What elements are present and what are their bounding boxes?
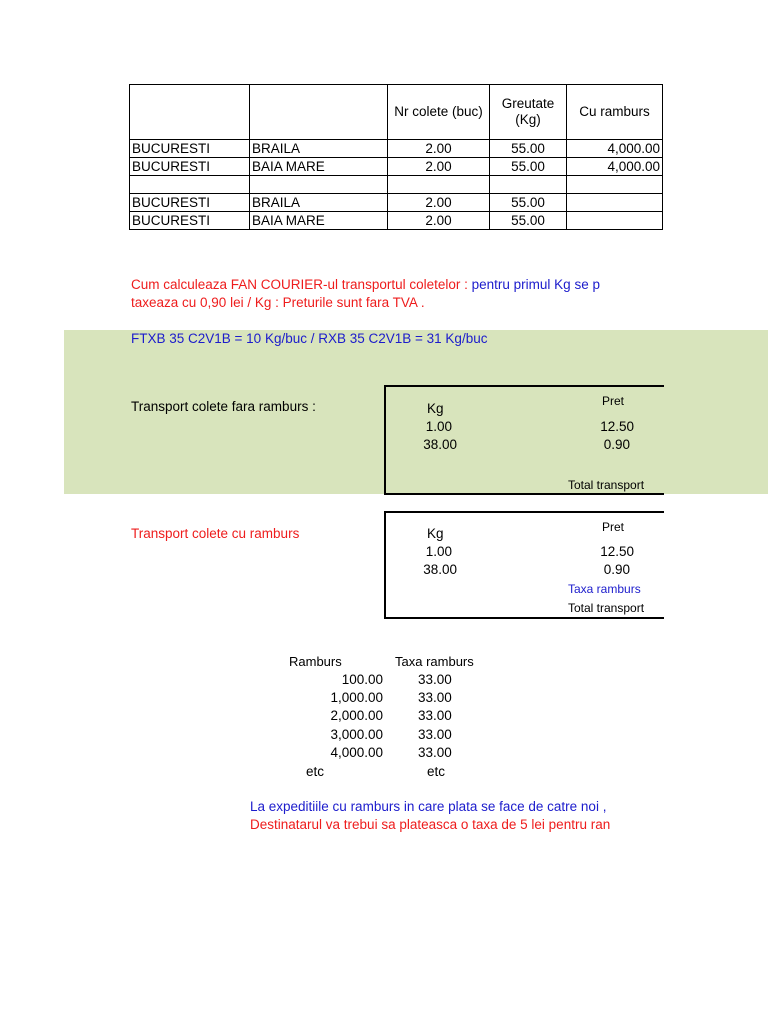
box1-kg-value: 1.00 — [425, 419, 452, 434]
ramburs-value: 3,000.00 — [330, 727, 383, 742]
cell-destination: BRAILA — [250, 140, 388, 158]
table-row — [130, 158, 663, 176]
header-nr-colete: Nr colete (buc) — [388, 85, 490, 140]
cell-destination: BAIA MARE — [250, 212, 388, 230]
table-row — [130, 140, 663, 158]
bottom-red-note: Destinatarul va trebui sa plateasca o taxa de 5 lei pentru ran — [250, 817, 611, 832]
box1-kg-value: 38.00 — [423, 437, 457, 452]
note-red-text: Cum calculeaza FAN COURIER-ul transportul coletelor : — [131, 277, 468, 292]
cell-greutate — [490, 176, 567, 194]
cell-greutate: 55.00 — [490, 212, 567, 230]
ramburs-value: 1,000.00 — [330, 690, 383, 705]
cell-destination — [250, 176, 388, 194]
taxa-value: 33.00 — [418, 690, 452, 705]
box2-pret-header: Pret — [602, 520, 625, 534]
cell-nr-colete: 2.00 — [388, 194, 490, 212]
cell-ramburs: 4,000.00 — [567, 158, 663, 176]
header-cu-ramburs: Cu ramburs — [567, 85, 663, 140]
taxa-value: 33.00 — [418, 672, 452, 687]
cell-greutate: 55.00 — [490, 140, 567, 158]
box2-taxa-label: Taxa ramburs — [568, 582, 641, 596]
table-header-row — [130, 85, 663, 140]
table-row — [130, 176, 663, 194]
fara-ramburs-label: Transport colete fara ramburs : — [131, 399, 316, 414]
header-cell — [130, 85, 250, 140]
calculation-note-line2: taxeaza cu 0,90 lei / Kg : Preturile sunt fara TVA . — [131, 295, 425, 310]
cell-destination: BAIA MARE — [250, 158, 388, 176]
box2-pret-value: 0.90 — [603, 562, 630, 577]
box2-kg-value: 38.00 — [423, 562, 457, 577]
calculation-note-line1 — [131, 277, 662, 292]
box1-kg-header: Kg — [427, 401, 444, 416]
cell-ramburs — [567, 212, 663, 230]
cell-nr-colete: 2.00 — [388, 140, 490, 158]
bottom-blue-note: La expeditiile cu ramburs in care plata se face de catre noi , — [250, 799, 607, 814]
cell-origin — [130, 176, 250, 194]
etc-text: etc — [306, 764, 325, 779]
cell-ramburs — [567, 194, 663, 212]
ramburs-value: 100.00 — [341, 672, 383, 687]
cell-origin: BUCURESTI — [130, 212, 250, 230]
cell-origin: BUCURESTI — [130, 158, 250, 176]
ftxb-line: FTXB 35 C2V1B = 10 Kg/buc / RXB 35 C2V1B = 31 Kg/buc — [131, 331, 488, 346]
box1-pret-value: 0.90 — [603, 437, 630, 452]
taxa-value: 33.00 — [418, 727, 452, 742]
header-greutate: Greutate (Kg) — [490, 85, 567, 140]
box2-total-label: Total transport — [568, 601, 645, 615]
cell-ramburs — [567, 176, 663, 194]
table-row — [130, 194, 663, 212]
box1-pret-value: 12.50 — [600, 419, 634, 434]
taxa-ramburs-header: Taxa ramburs — [395, 654, 474, 669]
note-blue-text: pentru primul Kg se p — [471, 277, 600, 292]
ramburs-header: Ramburs — [289, 654, 342, 669]
box2-pret-value: 12.50 — [600, 544, 634, 559]
box1-pret-header: Pret — [602, 394, 625, 408]
header-cell — [250, 85, 388, 140]
etc-text: etc — [427, 764, 446, 779]
box2-kg-value: 1.00 — [425, 544, 452, 559]
cell-origin: BUCURESTI — [130, 194, 250, 212]
cell-nr-colete: 2.00 — [388, 158, 490, 176]
cu-ramburs-label: Transport colete cu ramburs — [131, 526, 300, 541]
box1-total-label: Total transport — [568, 478, 645, 492]
ramburs-value: 4,000.00 — [330, 745, 383, 760]
cell-greutate: 55.00 — [490, 194, 567, 212]
cell-origin: BUCURESTI — [130, 140, 250, 158]
taxa-value: 33.00 — [418, 708, 452, 723]
box2-kg-header: Kg — [427, 526, 444, 541]
cell-nr-colete — [388, 176, 490, 194]
shipments-table — [129, 84, 663, 230]
taxa-value: 33.00 — [418, 745, 452, 760]
cell-ramburs: 4,000.00 — [567, 140, 663, 158]
cell-nr-colete: 2.00 — [388, 212, 490, 230]
cell-greutate: 55.00 — [490, 158, 567, 176]
ramburs-value: 2,000.00 — [330, 708, 383, 723]
cell-destination: BRAILA — [250, 194, 388, 212]
table-row — [130, 212, 663, 230]
